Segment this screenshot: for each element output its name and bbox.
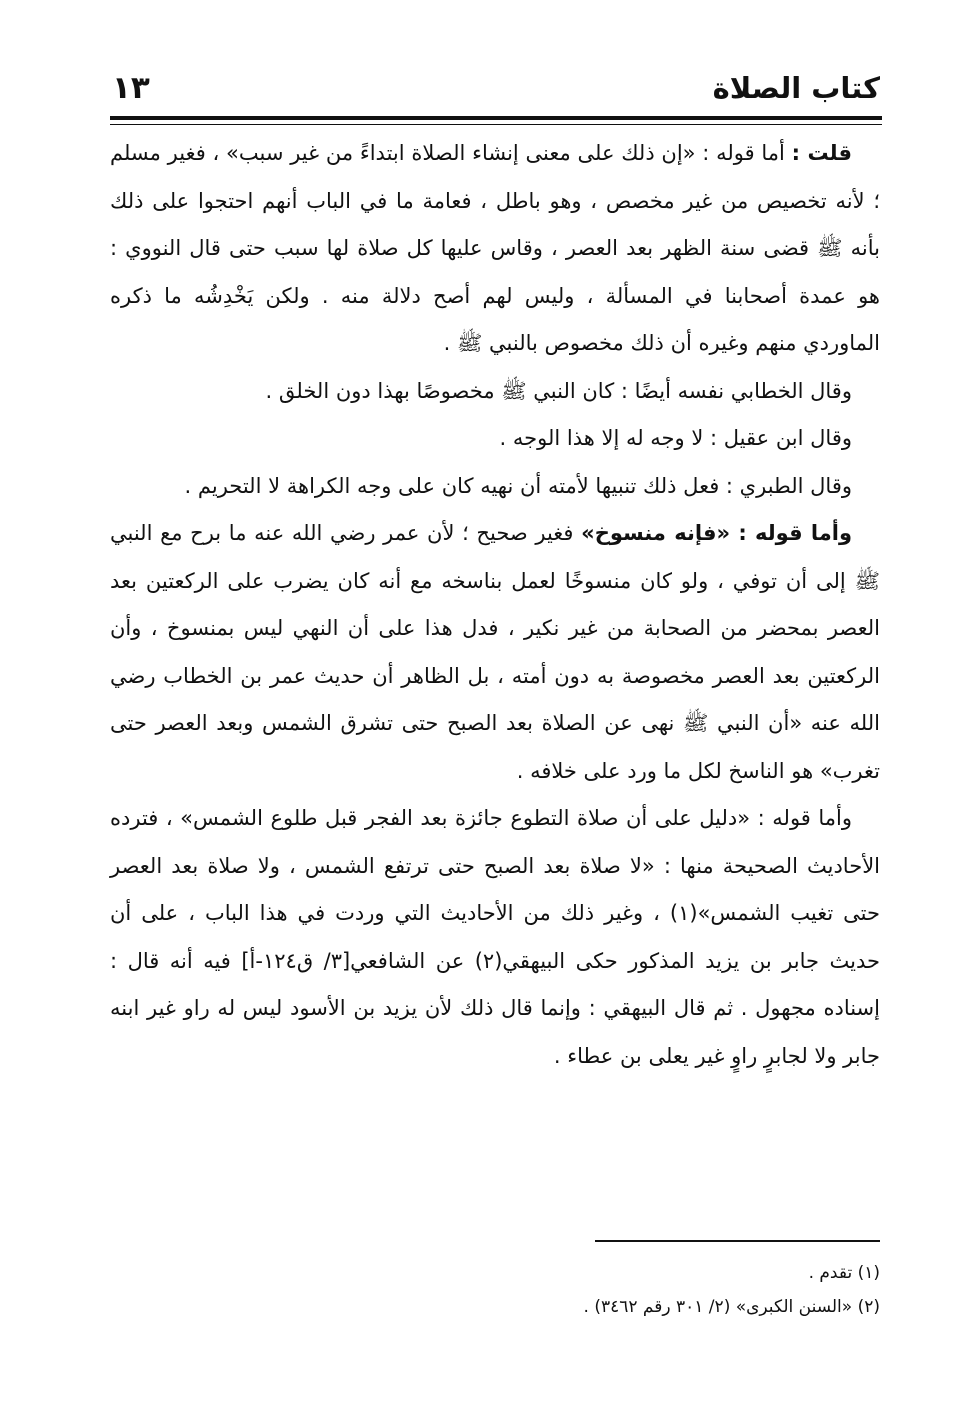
- paragraph-lead: قلت :: [791, 141, 852, 165]
- paragraph-text: وأما قوله : «دليل على أن صلاة التطوع جائزة بعد الفجر قبل طلوع الشمس» ، فترده الأحاديث الصحيحة منها : «لا صلاة بعد الصبح حتى ترتفع الشمس ، ولا صلاة بعد العصر حتى تغيب الشمس»(١) ، وغير ذلك من الأحاديث التي وردت في هذا الباب ، على أن حديث جابر بن يزيد المذكور حكى البيهقي(٢) عن الشافعي[٣/ ق١٢٤-أ] فيه أنه قال : إسناده مجهول . ثم قال البيهقي : وإنما قال ذلك لأن يزيد بن الأسود ليس له راو غير ابنه جابر ولا لجابرٍ راوٍ غير يعلى بن عطاء .: [110, 806, 880, 1068]
- page-number: ١٣: [112, 70, 150, 106]
- paragraph-text: فغير صحيح ؛ لأن عمر رضي الله عنه ما برح مع النبي ﷺ إلى أن توفي ، ولو كان منسوخًا لعمل بناسخه مع أنه كان يضرب على الركعتين بعد العصر بمحضر من الصحابة من غير نكير ، فدل هذا على أن النهي ليس بمنسوخ ، وأن الركعتين بعد العصر مخصوصة به دون أمته ، بل الظاهر أن حديث عمر بن الخطاب رضي الله عنه «أن النبي ﷺ نهى عن الصلاة بعد الصبح حتى تشرق الشمس وبعد العصر حتى تغرب» هو الناسخ لكل ما ورد على خلافه .: [110, 521, 880, 783]
- paragraph: [110, 130, 880, 368]
- header-rule-thick: [110, 116, 882, 120]
- running-header: [112, 62, 880, 114]
- header-rule-thin: [110, 124, 882, 125]
- paragraph: [110, 463, 880, 511]
- footnotes: [110, 1256, 880, 1324]
- paragraph: [110, 368, 880, 416]
- body-text: [110, 130, 880, 1080]
- paragraph: [110, 415, 880, 463]
- paragraph-lead: وأما قوله : «فإنه منسوخ»: [581, 521, 853, 545]
- paragraph: [110, 795, 880, 1080]
- paragraph-text: وقال الطبري : فعل ذلك تنبيها لأمته أن نهيه كان على وجه الكراهة لا التحريم .: [184, 473, 852, 498]
- paragraph-text: أما قوله : «إن ذلك على معنى إنشاء الصلاة ابتداءً من غير سبب» ، فغير مسلم ؛ لأنه تخصيص من غير مخصص ، وهو باطل ، فعامة ما في الباب أنهم احتجوا على ذلك بأنه ﷺ قضى سنة الظهر بعد العصر ، وقاس عليها كل صلاة لها سبب حتى قال النووي : هو عمدة أصحابنا في المسألة ، وليس لهم أصح دلالة منه . ولكن يَخْدِشُه ما ذكره الماوردي منهم وغيره أن ذلك مخصوص بالنبي ﷺ .: [110, 141, 880, 355]
- footnote: (١) تقدم .: [808, 1263, 880, 1283]
- paragraph-text: وقال ابن عقيل : لا وجه له إلا هذا الوجه .: [499, 426, 852, 450]
- paragraph: [110, 510, 880, 795]
- footnote: (٢) «السنن الكبرى» (٢/ ٣٠١ رقم ٣٤٦٢) .: [583, 1297, 880, 1317]
- book-title: كتاب الصلاة: [712, 71, 880, 105]
- footnote-separator: [595, 1240, 880, 1242]
- paragraph-text: وقال الخطابي نفسه أيضًا : كان النبي ﷺ مخصوصًا بهذا دون الخلق .: [265, 378, 852, 403]
